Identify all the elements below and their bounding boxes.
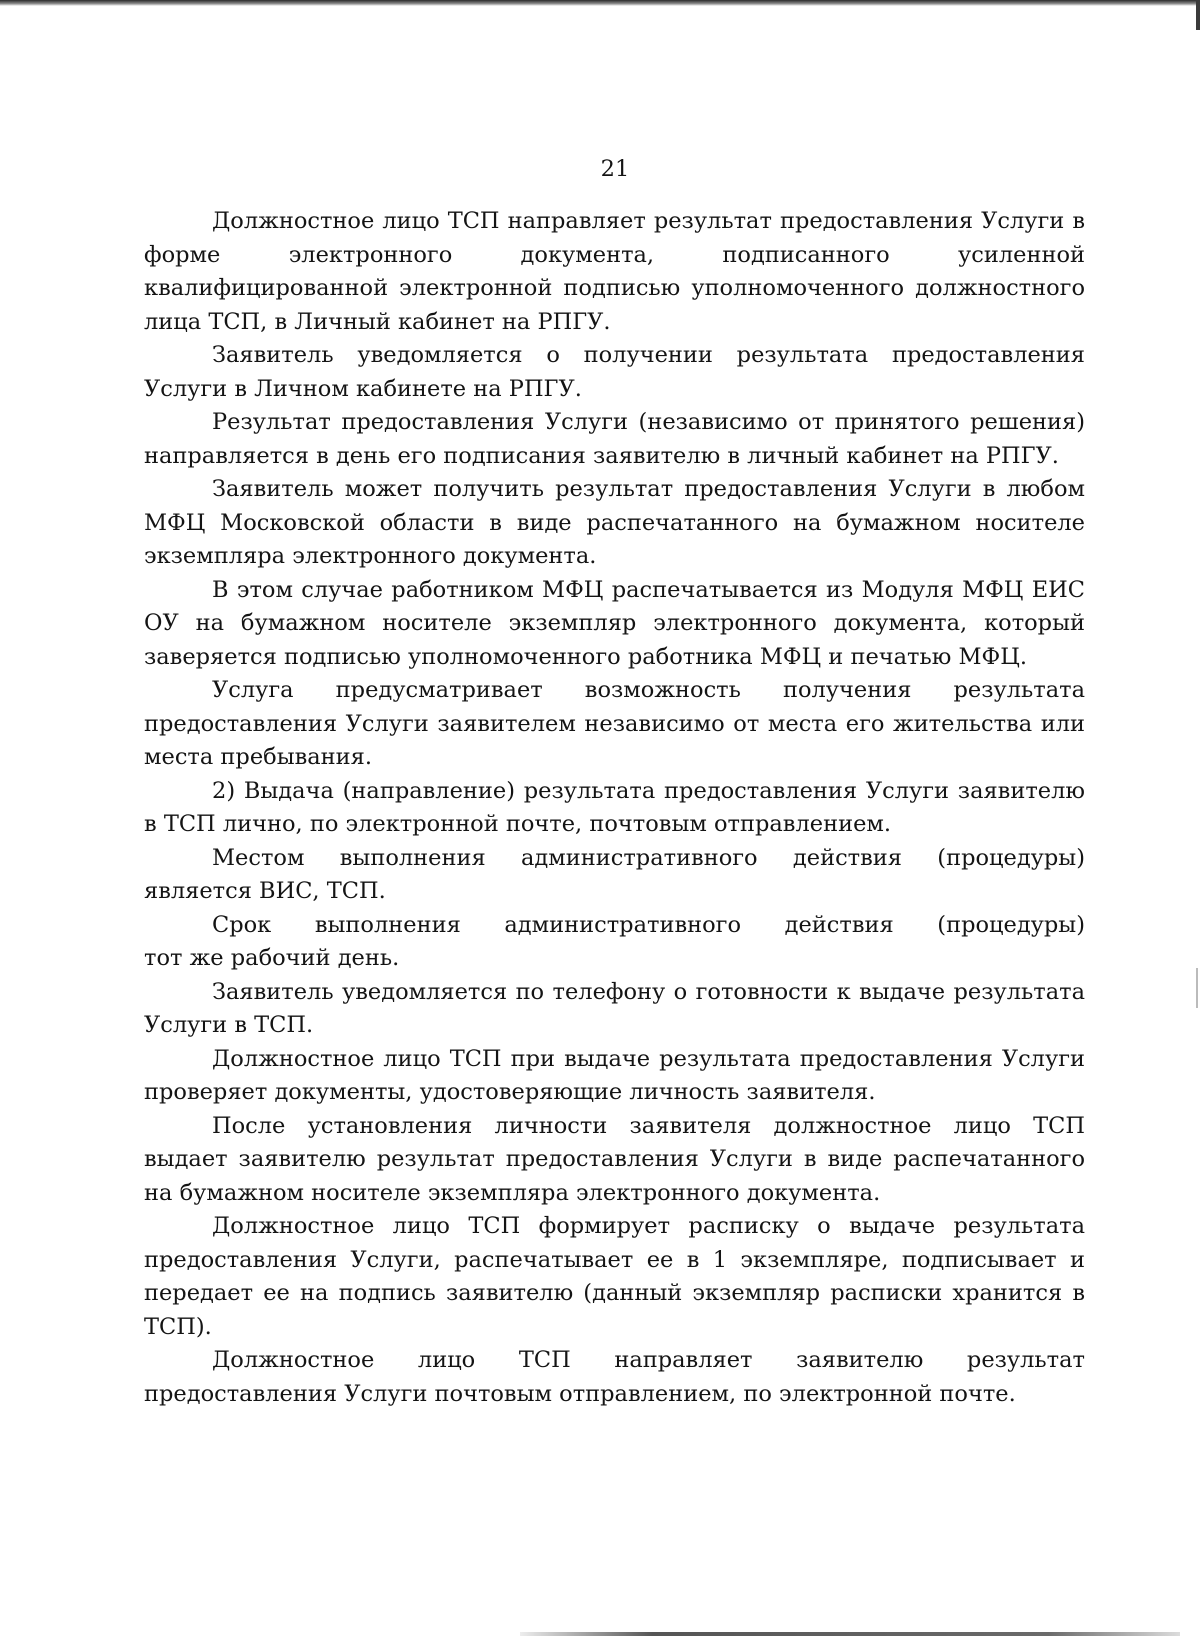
paragraph: В этом случае работником МФЦ распечатывается из Модуля МФЦ ЕИС ОУ на бумажном носителе экземпляр электронного документа, который заверяется подписью уполномоченного работника МФЦ и печатью МФЦ.: [144, 576, 1085, 670]
scan-edge-bottom: [520, 1632, 1180, 1636]
paragraph: Результат предоставления Услуги (независимо от принятого решения) направляется в день его подписания заявителю в личный кабинет на РПГУ.: [144, 409, 1085, 469]
document-body: [144, 205, 1085, 1411]
page-number: 21: [600, 156, 630, 182]
paragraph: 2) Выдача (направление) результата предоставления Услуги заявителю в ТСП лично, по электронной почте, почтовым отправлением.: [144, 777, 1085, 837]
scan-speck: [1196, 968, 1198, 1008]
paragraph: Должностное лицо ТСП направляет результат предоставления Услуги в форме электронного документа, подписанного усиленной квалифицированной электронной подписью уполномоченного должностного лица ТСП, в Личный кабинет на РПГУ.: [144, 208, 1085, 335]
scan-edge-top: [0, 0, 1200, 6]
paragraph: Заявитель уведомляется о получении результата предоставления Услуги в Личном кабинете на РПГУ.: [144, 342, 1085, 402]
paragraph: Должностное лицо ТСП направляет заявителю результат предоставления Услуги почтовым отправлением, по электронной почте.: [144, 1347, 1085, 1407]
paragraph: Заявитель может получить результат предоставления Услуги в любом МФЦ Московской области в виде распечатанного на бумажном носителе экземпляра электронного документа.: [144, 476, 1085, 569]
scan-edge-right: [1196, 0, 1200, 30]
paragraph: Должностное лицо ТСП формирует расписку о выдаче результата предоставления Услуги, распечатывает ее в 1 экземпляре, подписывает и передает ее на подпись заявителю (данный экземпляр расписки хранится в ТСП).: [144, 1213, 1085, 1340]
paragraph: Заявитель уведомляется по телефону о готовности к выдаче результата Услуги в ТСП.: [144, 978, 1085, 1038]
paragraph-spaced-line: Срок выполнения административного действия (процедуры): [212, 911, 1085, 938]
paragraph-continuation: тот же рабочий день.: [144, 945, 400, 971]
paragraph: Местом выполнения административного действия (процедуры) является ВИС, ТСП.: [144, 844, 1085, 904]
paragraph: Должностное лицо ТСП при выдаче результата предоставления Услуги проверяет документы, удостоверяющие личность заявителя.: [144, 1045, 1085, 1105]
paragraph: После установления личности заявителя должностное лицо ТСП выдает заявителю результат предоставления Услуги в виде распечатанного на бумажном носителе экземпляра электронного документа.: [144, 1112, 1085, 1206]
paragraph: Услуга предусматривает возможность получения результата предоставления Услуги заявителем независимо от места его жительства или места пребывания.: [144, 677, 1085, 770]
